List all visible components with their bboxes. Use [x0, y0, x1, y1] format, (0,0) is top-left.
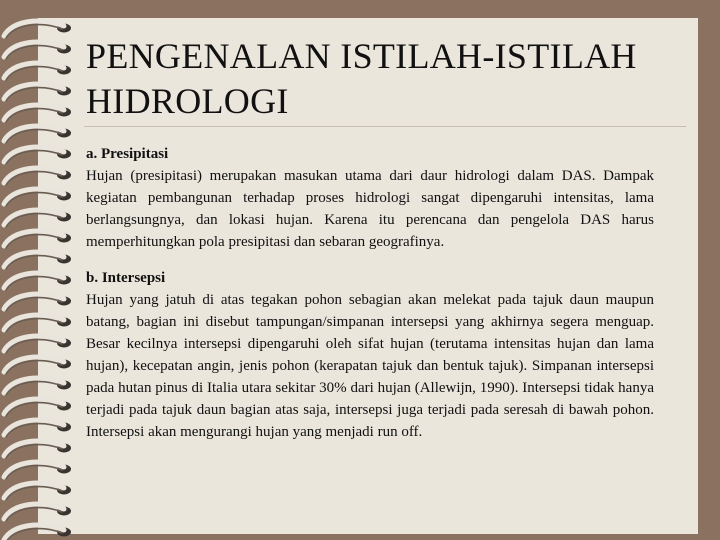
spiral-binding [0, 0, 80, 540]
binding-ring [4, 105, 71, 122]
slide-title-line-1: PENGENALAN ISTILAH-ISTILAH [86, 36, 637, 76]
binding-ring [4, 294, 71, 311]
binding-ring [4, 189, 71, 206]
binding-ring [4, 273, 71, 290]
binding-ring [4, 483, 71, 500]
binding-ring [4, 147, 71, 164]
binding-ring [4, 315, 71, 332]
binding-ring [4, 210, 71, 227]
binding-ring [4, 357, 71, 374]
binding-ring [4, 399, 71, 416]
slide-title-line-2: HIDROLOGI [86, 81, 289, 121]
section-presipitasi [86, 143, 654, 253]
section-body: Hujan yang jatuh di atas tegakan pohon sebagian akan melekat pada tajuk daun maupun batang, bagian ini disebut tampungan/simpanan intersepsi yang akhirnya segera menguap. Besar kecilnya intersepsi dipengaruhi oleh sifat hujan (terutama intensitas hujan dan lama hujan), kecepatan angin, jenis pohon (kerapatan tajuk dan bentuk tajuk). Simpanan intersepsi pada hutan pinus di Italia utara sekitar 30% dari hujan (Allewijn, 1990). Intersepsi tidak hanya terjadi pada tajuk daun bagian atas saja, intersepsi juga terjadi pada seresah di bawah pohon. Intersepsi akan mengurangi hujan yang menjadi run off. [86, 292, 654, 440]
binding-ring [4, 378, 71, 395]
slide-title [86, 34, 686, 124]
binding-ring [4, 126, 71, 143]
section-body: Hujan (presipitasi) merupakan masukan utama dari daur hidrologi dalam DAS. Dampak kegiatan pembangunan terhadap proses hidrologi sangat dipengaruhi intensitas, lama berlangsungnya, dan lokasi hujan. Karena itu perencana dan pengelola DAS harus memperhitungkan pola presipitasi dan sebaran geografinya. [86, 168, 654, 250]
binding-ring [4, 525, 71, 540]
title-divider [84, 126, 686, 127]
binding-ring [4, 42, 71, 59]
slide-content [86, 143, 654, 443]
section-intersepsi [86, 267, 654, 443]
binding-ring [4, 504, 71, 521]
binding-ring [4, 168, 71, 185]
section-heading: b. Intersepsi [86, 270, 166, 286]
binding-ring [4, 84, 71, 101]
binding-ring [4, 420, 71, 437]
binding-ring [4, 21, 71, 38]
section-heading: a. Presipitasi [86, 146, 169, 162]
binding-ring [4, 462, 71, 479]
binding-ring [4, 231, 71, 248]
binding-ring [4, 63, 71, 80]
binding-ring [4, 252, 71, 269]
binding-ring [4, 336, 71, 353]
binding-ring [4, 441, 71, 458]
